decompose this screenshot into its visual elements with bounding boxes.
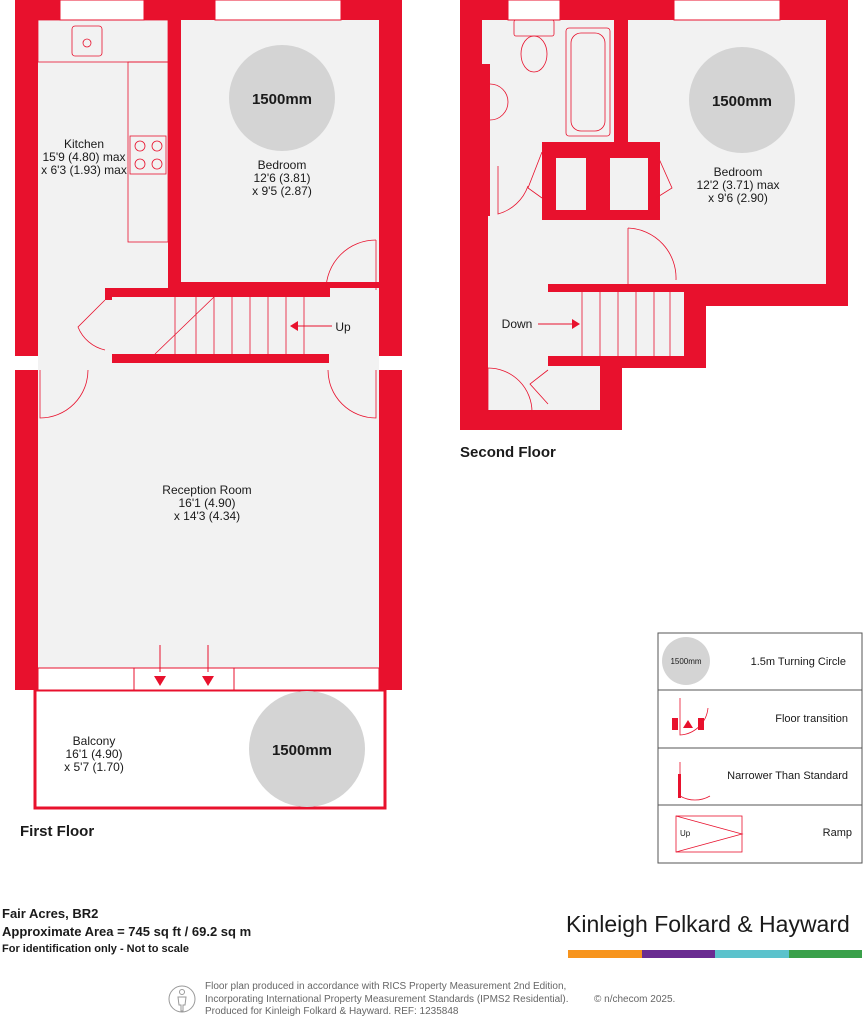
brand-color-bar bbox=[568, 950, 862, 958]
kitchen-name: Kitchen bbox=[63, 137, 105, 151]
reception-door-gap-right bbox=[379, 356, 402, 370]
stair-wall-2-bottom bbox=[548, 356, 684, 366]
second-floor-stairs bbox=[548, 290, 684, 356]
circle-label-balcony: 1500mm bbox=[271, 742, 333, 759]
circle-label-bedroom-2: 1500mm bbox=[711, 93, 773, 110]
stair-wall-bottom bbox=[112, 354, 329, 363]
property-address: Fair Acres, BR2 bbox=[2, 906, 99, 921]
bathroom-divider bbox=[482, 64, 490, 216]
first-floor-title: First Floor bbox=[20, 823, 95, 840]
footer-line-1: Floor plan produced in accordance with RICS Property Measurement 2nd Edition, bbox=[205, 981, 567, 992]
balcony-dim1: 16'1 (4.90) bbox=[65, 747, 123, 761]
bedroom-2-name: Bedroom bbox=[713, 165, 763, 179]
balcony-name: Balcony bbox=[72, 734, 116, 748]
second-floor-stairs-label: Down bbox=[501, 317, 533, 331]
window-kitchen bbox=[60, 0, 144, 20]
stair-wall-2-top bbox=[548, 284, 684, 292]
property-area: Approximate Area = 745 sq ft / 69.2 sq m bbox=[2, 924, 252, 939]
brand-bar-teal bbox=[715, 950, 789, 958]
kitchen-dim1: 15'9 (4.80) max bbox=[42, 150, 126, 164]
legend-label-narrow-door: Narrower Than Standard bbox=[727, 770, 848, 782]
brand-bar-purple bbox=[642, 950, 716, 958]
second-floor-title: Second Floor bbox=[460, 444, 556, 461]
bottom-cupboard bbox=[558, 370, 598, 408]
footer-line-3: Produced for Kinleigh Folkard & Hayward. REF: 1235848 bbox=[205, 1006, 459, 1017]
balcony-window-right bbox=[234, 668, 379, 690]
window-bathroom bbox=[508, 0, 560, 20]
legend-label-ramp: Ramp bbox=[822, 827, 852, 839]
brand-bar-green bbox=[789, 950, 863, 958]
reception-door-gap-left bbox=[15, 356, 38, 370]
first-floor-stairs-label: Up bbox=[335, 320, 351, 334]
legend-turning-circle-text: 1500mm bbox=[670, 657, 702, 666]
window-bedroom bbox=[215, 0, 341, 20]
legend-label-floor-transition: Floor transition bbox=[775, 713, 848, 725]
landing-between bbox=[498, 216, 628, 286]
identification-note: For identification only - Not to scale bbox=[2, 943, 190, 955]
circle-label-bedroom: 1500mm bbox=[251, 91, 313, 108]
reception-dim1: 16'1 (4.90) bbox=[178, 496, 236, 510]
bedroom-1-dim2: x 9'5 (2.87) bbox=[252, 184, 312, 198]
balcony-window-left bbox=[38, 668, 134, 690]
balcony-door bbox=[134, 668, 234, 690]
brand-logo-text: Kinleigh Folkard & Hayward bbox=[566, 911, 850, 937]
bathroom-wall-left bbox=[460, 0, 482, 216]
footer-copyright: © n/checom 2025. bbox=[594, 994, 676, 1005]
balcony-dim2: x 5'7 (1.70) bbox=[64, 760, 124, 774]
bedroom-2-dim2: x 9'6 (2.90) bbox=[708, 191, 768, 205]
reception-name: Reception Room bbox=[162, 483, 252, 497]
footer-line-2: Incorporating International Property Measurement Standards (IPMS2 Residential). bbox=[205, 994, 569, 1005]
bedroom-2-dim1: 12'2 (3.71) max bbox=[696, 178, 780, 192]
bath-bed-wall bbox=[614, 0, 628, 150]
wall-kitchen-bedroom bbox=[168, 20, 181, 290]
second-floor-plan bbox=[460, 0, 848, 461]
cupboard-2-inner bbox=[610, 158, 648, 210]
bedroom-1-dim1: 12'6 (3.81) bbox=[253, 171, 311, 185]
legend bbox=[658, 633, 862, 863]
brand-bar-orange bbox=[568, 950, 642, 958]
kitchen-dim2: x 6'3 (1.93) max bbox=[41, 163, 127, 177]
bedroom-1-name: Bedroom bbox=[257, 158, 307, 172]
stair-wall-top bbox=[105, 288, 330, 297]
window-bedroom-2 bbox=[674, 0, 780, 20]
first-floor-plan bbox=[15, 0, 402, 840]
legend-ramp-text: Up bbox=[680, 829, 691, 838]
person-icon bbox=[168, 983, 196, 1015]
cupboard-1-inner bbox=[556, 158, 586, 210]
legend-label-turning-circle: 1.5m Turning Circle bbox=[750, 656, 846, 668]
reception-dim2: x 14'3 (4.34) bbox=[173, 509, 241, 523]
